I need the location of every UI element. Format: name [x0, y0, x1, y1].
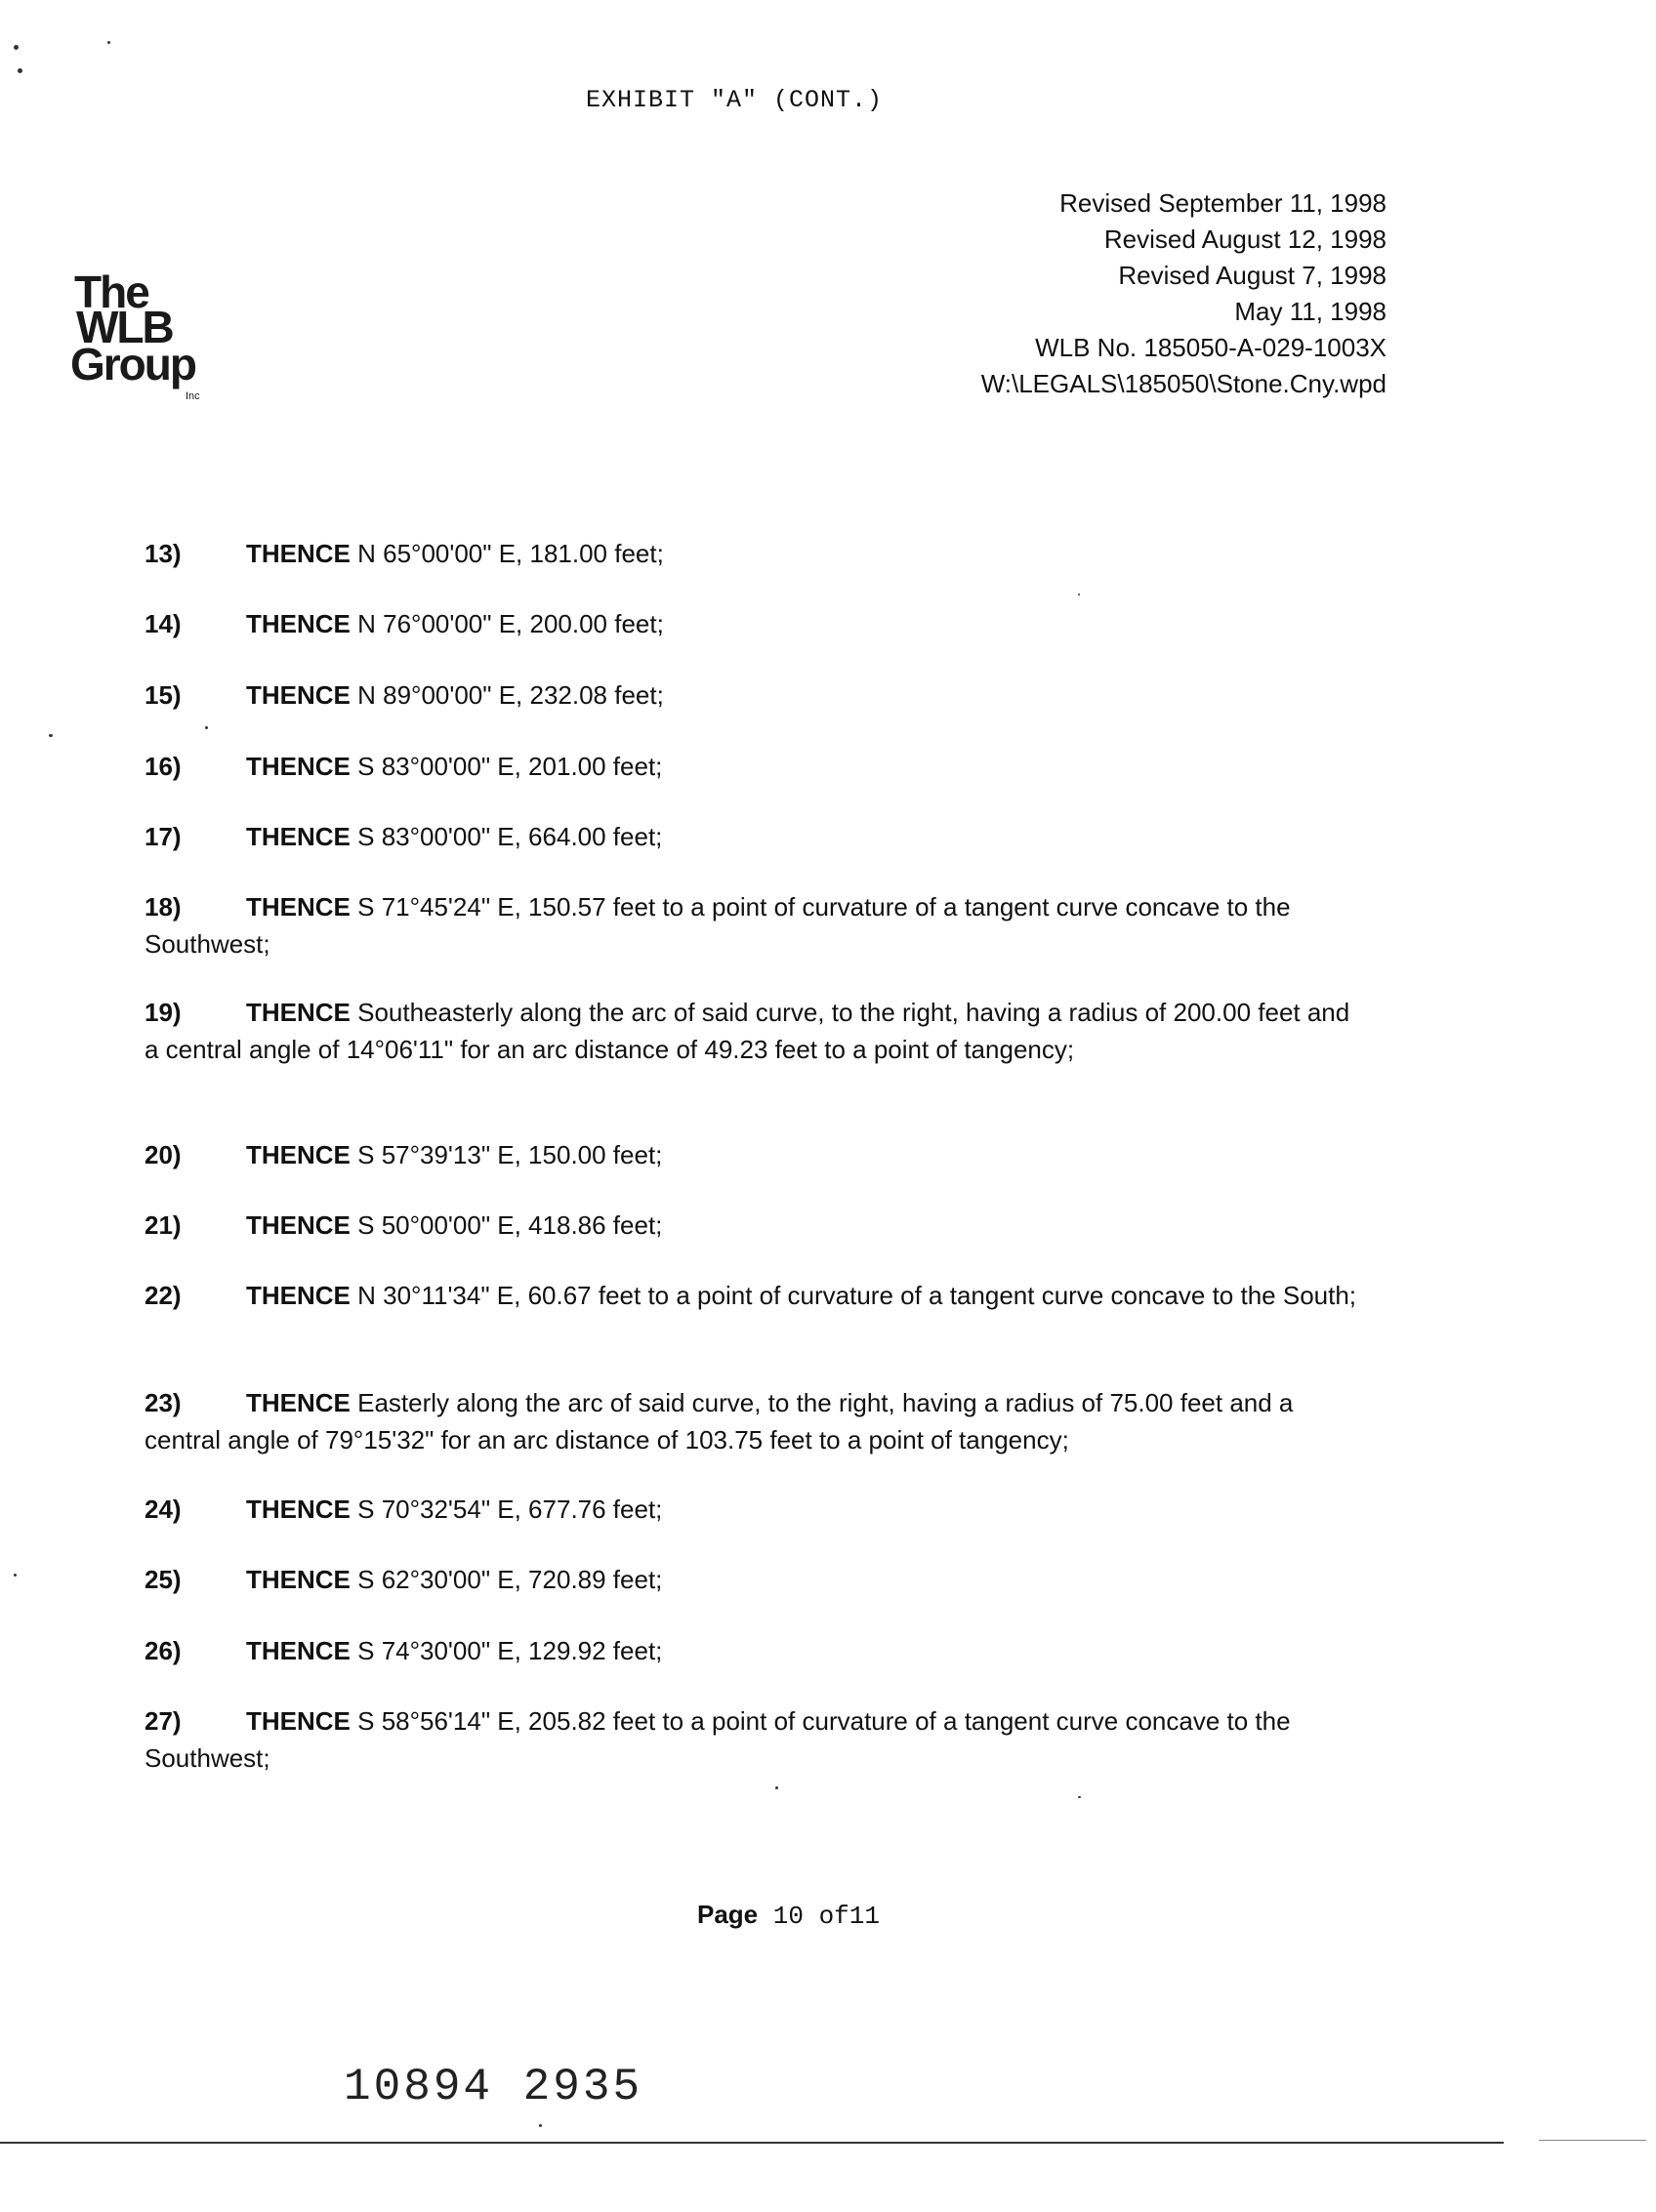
course-number: 17)	[145, 822, 182, 851]
course-keyword: THENCE	[246, 1706, 351, 1736]
course-text: S 70°32'54" E, 677.76 feet;	[350, 1495, 663, 1524]
course-number: 14)	[145, 609, 182, 638]
logo-line-inc: Inc	[186, 390, 200, 402]
course-number: 26)	[145, 1636, 182, 1665]
course-keyword: THENCE	[246, 1388, 351, 1417]
course-number: 20)	[145, 1140, 182, 1169]
scan-speck	[1078, 594, 1080, 595]
bottom-rule-fragment	[1539, 2140, 1646, 2141]
course-number: 24)	[145, 1495, 182, 1524]
course-keyword: THENCE	[246, 752, 351, 781]
course-text: S 83°00'00" E, 201.00 feet;	[350, 752, 663, 781]
scan-speck	[18, 68, 22, 73]
course-keyword: THENCE	[246, 998, 351, 1027]
course-item	[145, 1277, 1365, 1314]
course-keyword: THENCE	[246, 609, 351, 638]
course-text: Easterly along the arc of said curve, to the right, having a radius of 75.00 feet and a central angle of 79°15'32" for an arc distance of 103.75 feet to a point of tangency;	[145, 1388, 1294, 1454]
course-item	[145, 1561, 1365, 1598]
scan-speck	[205, 726, 208, 729]
course-item	[145, 994, 1365, 1068]
course-item	[145, 1491, 1365, 1528]
course-item	[145, 748, 1365, 785]
course-text: S 83°00'00" E, 664.00 feet;	[350, 822, 663, 851]
page-number	[697, 1900, 880, 1931]
course-item	[145, 1136, 1365, 1173]
course-number: 15)	[145, 680, 182, 710]
company-logo	[70, 266, 227, 406]
course-number: 21)	[145, 1210, 182, 1240]
original-date: May 11, 1998	[1234, 297, 1387, 326]
course-text: S 50°00'00" E, 418.86 feet;	[350, 1210, 663, 1240]
course-item	[145, 1632, 1365, 1669]
course-number: 27)	[145, 1706, 182, 1736]
course-text: S 74°30'00" E, 129.92 feet;	[350, 1636, 663, 1665]
course-text: S 71°45'24" E, 150.57 feet to a point of curvature of a tangent curve concave to the Southwest;	[145, 892, 1291, 959]
course-item	[145, 1384, 1365, 1458]
course-keyword: THENCE	[246, 1565, 351, 1594]
course-item	[145, 1207, 1365, 1244]
wlb-number: WLB No. 185050-A-029-1003X	[1035, 333, 1387, 362]
recording-number: 10894 2935	[344, 2062, 643, 2112]
course-number: 23)	[145, 1388, 182, 1417]
scan-speck	[1078, 1796, 1081, 1798]
course-item	[145, 818, 1365, 855]
course-item	[145, 605, 1365, 642]
course-number: 18)	[145, 892, 182, 922]
course-text: S 58°56'14" E, 205.82 feet to a point of curvature of a tangent curve concave to the Southwest;	[145, 1706, 1291, 1773]
course-keyword: THENCE	[246, 539, 351, 568]
course-text: S 57°39'13" E, 150.00 feet;	[350, 1140, 663, 1169]
logo-line-group: Group	[70, 339, 195, 389]
course-keyword: THENCE	[246, 1140, 351, 1169]
file-path: W:\LEGALS\185050\Stone.Cny.wpd	[980, 369, 1387, 398]
course-text: N 30°11'34" E, 60.67 feet to a point of curvature of a tangent curve concave to the South;	[350, 1281, 1357, 1310]
course-number: 25)	[145, 1565, 182, 1594]
course-keyword: THENCE	[246, 1636, 351, 1665]
course-keyword: THENCE	[246, 1495, 351, 1524]
course-keyword: THENCE	[246, 1210, 351, 1240]
course-text: S 62°30'00" E, 720.89 feet;	[350, 1565, 663, 1594]
course-number: 19)	[145, 998, 182, 1027]
revision-line: Revised September 11, 1998	[1059, 188, 1387, 218]
course-text: Southeasterly along the arc of said curve, to the right, having a radius of 200.00 feet and a central angle of 14°06'11" for an arc distance of 49.23 feet to a point of tangency;	[145, 998, 1350, 1064]
course-keyword: THENCE	[246, 1281, 351, 1310]
revision-line: Revised August 7, 1998	[1118, 261, 1387, 290]
course-number: 22)	[145, 1281, 182, 1310]
course-text: N 89°00'00" E, 232.08 feet;	[350, 680, 664, 710]
scan-speck	[49, 734, 53, 737]
scan-speck	[539, 2124, 542, 2127]
scan-speck	[107, 41, 110, 44]
revision-line: Revised August 12, 1998	[1103, 225, 1387, 254]
course-keyword: THENCE	[246, 822, 351, 851]
page-value: 10 of11	[758, 1902, 880, 1931]
course-item	[145, 1702, 1365, 1777]
scan-speck	[14, 1574, 17, 1577]
course-number: 16)	[145, 752, 182, 781]
course-item	[145, 535, 1365, 572]
revision-block	[981, 185, 1387, 402]
course-text: N 76°00'00" E, 200.00 feet;	[350, 609, 664, 638]
course-keyword: THENCE	[246, 892, 351, 922]
course-text: N 65°00'00" E, 181.00 feet;	[350, 539, 664, 568]
scan-speck	[775, 1786, 778, 1789]
scan-speck	[14, 45, 19, 50]
logo-line-the: The	[74, 266, 148, 317]
course-keyword: THENCE	[246, 680, 351, 710]
course-number: 13)	[145, 539, 182, 568]
logo-line-wlb: WLB	[76, 302, 173, 352]
course-item	[145, 888, 1365, 963]
course-item	[145, 676, 1365, 714]
bottom-rule	[0, 2142, 1504, 2144]
exhibit-title: EXHIBIT "A" (CONT.)	[586, 86, 884, 114]
page-label: Page	[697, 1900, 759, 1929]
